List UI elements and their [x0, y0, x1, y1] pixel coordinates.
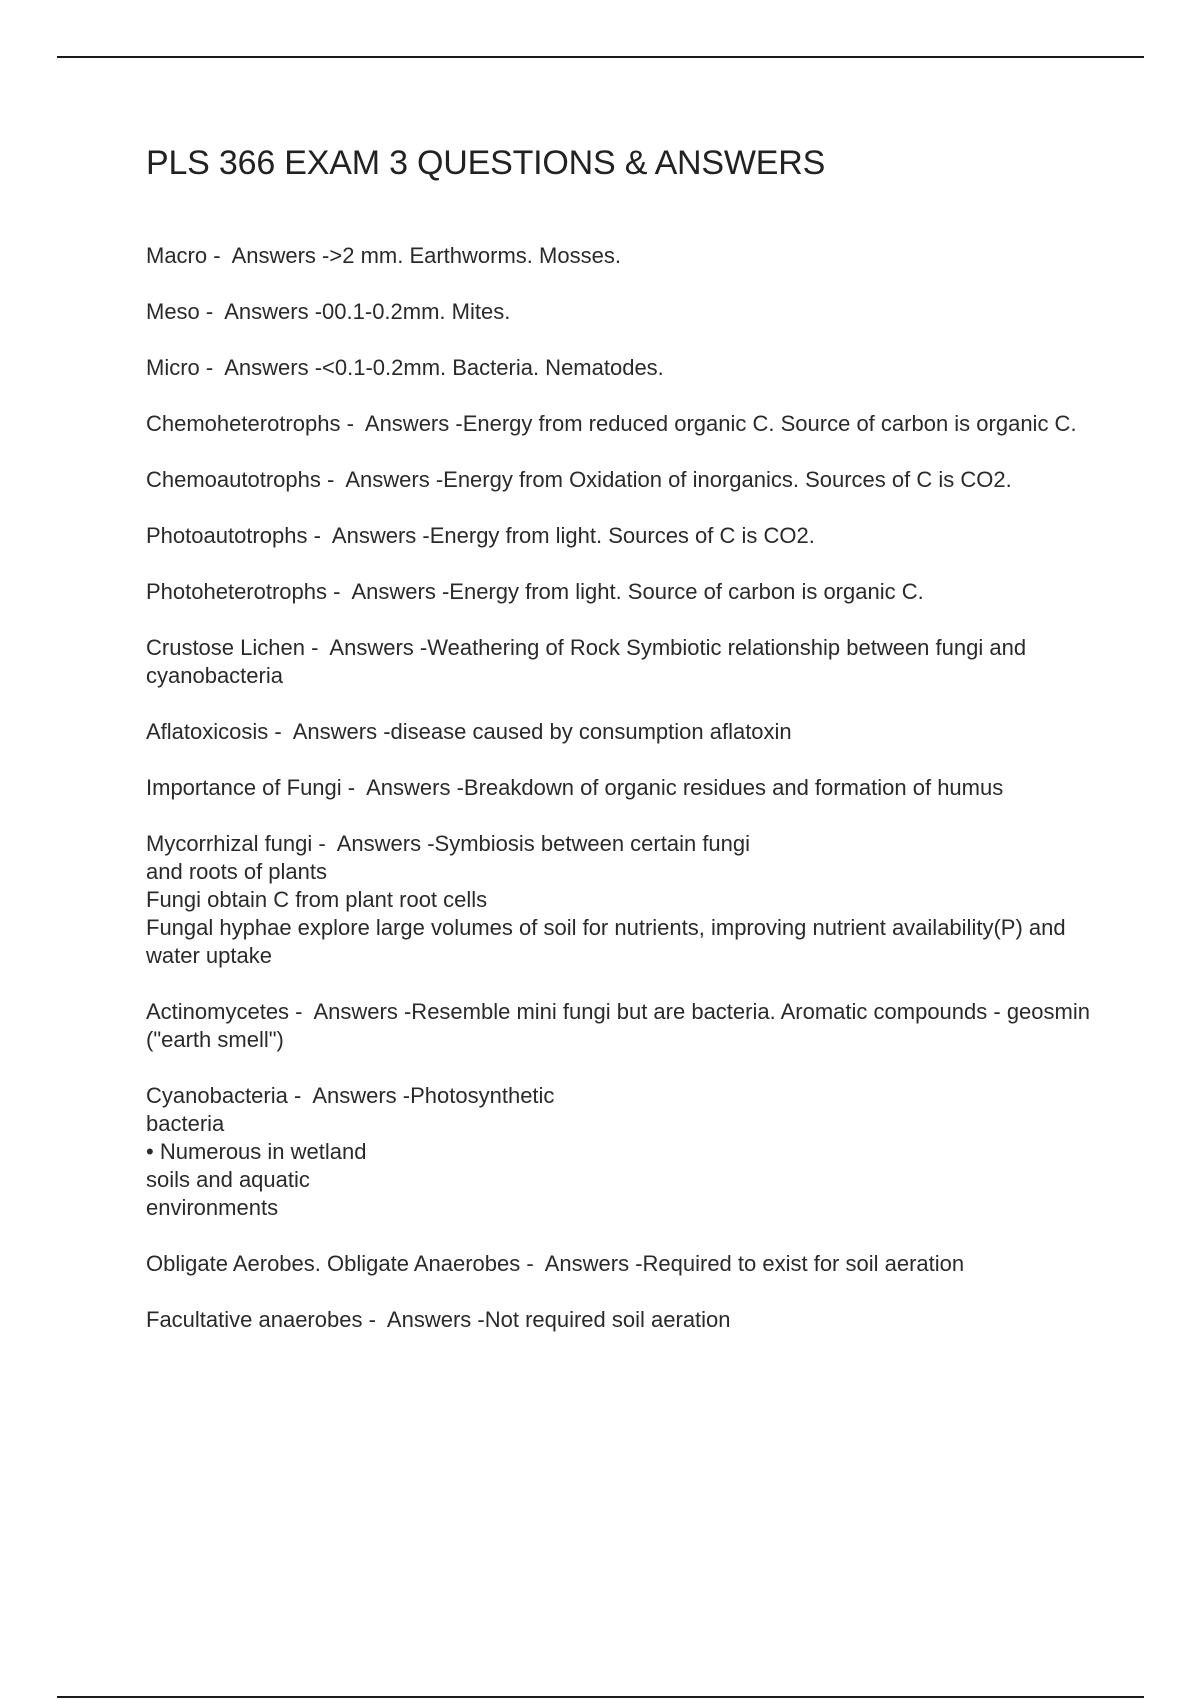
qa-answer-text: -Photosynthetic: [402, 1083, 555, 1108]
qa-term: Mycorrhizal fungi: [146, 831, 313, 856]
qa-answer-text: -Weathering of Rock Symbiotic relationship between fungi and cyanobacteria: [146, 635, 1033, 688]
qa-item: [146, 410, 1096, 438]
qa-answer-text: -Energy from Oxidation of inorganics. Sources of C is CO2.: [435, 467, 1012, 492]
qa-term: Aflatoxicosis: [146, 719, 269, 744]
qa-term: Obligate Aerobes. Obligate Anaerobes: [146, 1251, 521, 1276]
qa-item-answer-line: environments: [146, 1195, 279, 1220]
qa-term: Macro: [146, 243, 208, 268]
qa-answer-separator: - Answers: [304, 635, 420, 660]
qa-term: Facultative anaerobes: [146, 1307, 363, 1332]
qa-term: Actinomycetes: [146, 999, 290, 1024]
qa-list: [146, 242, 1096, 1362]
qa-term: Photoheterotrophs: [146, 579, 328, 604]
page-title: PLS 366 EXAM 3 QUESTIONS & ANSWERS: [146, 144, 826, 182]
qa-answer-separator: - Answers: [362, 1307, 478, 1332]
qa-item-first-line: [146, 522, 1096, 550]
qa-item-first-line: [146, 466, 1096, 494]
qa-item-first-line: [146, 830, 1096, 858]
qa-item: [146, 1306, 1096, 1334]
qa-answer-text: -00.1-0.2mm. Mites.: [314, 299, 511, 324]
qa-term: Micro: [146, 355, 200, 380]
qa-answer-separator: - Answers: [268, 719, 384, 744]
qa-answer-separator: - Answers: [341, 775, 457, 800]
qa-answer-separator: - Answers: [340, 411, 456, 436]
qa-answer-text: -Resemble mini fungi but are bacteria. Aromatic compounds - geosmin: [403, 999, 1090, 1024]
qa-answer-separator: - Answers: [320, 467, 436, 492]
qa-item-answer-line: and roots of plants: [146, 859, 328, 884]
qa-answer-separator: - Answers: [207, 243, 323, 268]
qa-answer-text: -Symbiosis between certain fungi: [427, 831, 751, 856]
qa-item-first-line: [146, 242, 1096, 270]
top-rule: [57, 56, 1144, 58]
qa-term: Chemoheterotrophs: [146, 411, 341, 436]
qa-answer-separator: - Answers: [289, 999, 404, 1024]
qa-item-first-line: [146, 998, 1096, 1026]
qa-item-first-line: [146, 774, 1096, 802]
qa-answer-text: ->2 mm. Earthworms. Mosses.: [322, 243, 621, 268]
qa-item-answer-line: Fungi obtain C from plant root cells: [146, 887, 488, 912]
qa-item: [146, 774, 1096, 802]
qa-term: Photoautotrophs: [146, 523, 308, 548]
qa-answer-text: -Breakdown of organic residues and formation of humus: [456, 775, 1004, 800]
qa-item-first-line: [146, 718, 1096, 746]
qa-item: [146, 998, 1096, 1054]
qa-item-answer-line: • Numerous in wetland: [146, 1139, 367, 1164]
bottom-rule: [57, 1696, 1144, 1698]
qa-term: Crustose Lichen: [146, 635, 305, 660]
qa-item-first-line: [146, 1250, 1096, 1278]
qa-item: [146, 466, 1096, 494]
qa-answer-separator: - Answers: [327, 579, 442, 604]
qa-answer-text: -disease caused by consumption aflatoxin: [383, 719, 792, 744]
qa-item: [146, 298, 1096, 326]
qa-answer-separator: - Answers: [199, 299, 315, 324]
qa-answer-separator: - Answers: [520, 1251, 636, 1276]
qa-term: Chemoautotrophs: [146, 467, 321, 492]
qa-term: Cyanobacteria: [146, 1083, 288, 1108]
qa-item-first-line: [146, 354, 1096, 382]
qa-answer-text: -Not required soil aeration: [477, 1307, 731, 1332]
qa-answer-separator: - Answers: [199, 355, 315, 380]
qa-item-answer-line: bacteria: [146, 1111, 225, 1136]
qa-answer-separator: - Answers: [312, 831, 428, 856]
qa-item: [146, 578, 1096, 606]
qa-item: [146, 718, 1096, 746]
qa-item-first-line: [146, 1306, 1096, 1334]
qa-term: Importance of Fungi: [146, 775, 342, 800]
qa-item: [146, 1082, 1096, 1222]
qa-answer-text: -Required to exist for soil aeration: [635, 1251, 965, 1276]
qa-item: [146, 242, 1096, 270]
qa-item-first-line: [146, 1082, 1096, 1110]
qa-answer-text: -Energy from light. Sources of C is CO2.: [422, 523, 815, 548]
qa-answer-separator: - Answers: [307, 523, 423, 548]
qa-item-answer-line: soils and aquatic: [146, 1167, 310, 1192]
qa-item: [146, 634, 1096, 690]
qa-answer-text: -<0.1-0.2mm. Bacteria. Nematodes.: [314, 355, 664, 380]
qa-item-first-line: [146, 578, 1096, 606]
qa-item-first-line: [146, 410, 1096, 438]
qa-item: [146, 522, 1096, 550]
qa-term: Meso: [146, 299, 200, 324]
qa-item-answer-line: Fungal hyphae explore large volumes of soil for nutrients, improving nutrient availability(P) and water uptake: [146, 915, 1072, 968]
qa-answer-text: -Energy from light. Source of carbon is organic C.: [441, 579, 924, 604]
qa-answer-text: -Energy from reduced organic C. Source of carbon is organic C.: [455, 411, 1077, 436]
qa-item: [146, 1250, 1096, 1278]
qa-item-first-line: [146, 298, 1096, 326]
qa-item: [146, 830, 1096, 970]
qa-item-answer-line: ("earth smell"): [146, 1027, 284, 1052]
qa-item: [146, 354, 1096, 382]
qa-item-first-line: [146, 634, 1096, 690]
qa-answer-separator: - Answers: [287, 1083, 403, 1108]
